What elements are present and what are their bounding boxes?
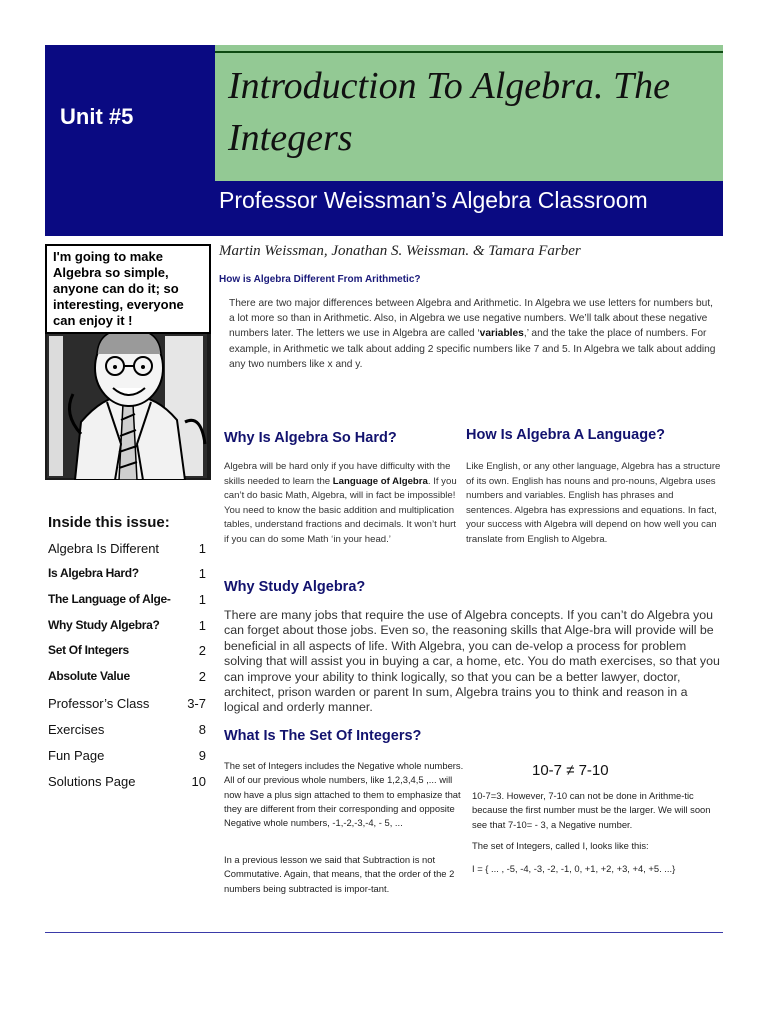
toc-item[interactable] [48, 566, 206, 588]
toc-item-label: The Language of Alge- [48, 592, 171, 606]
intro-heading: How is Algebra Different From Arithmetic? [219, 274, 421, 285]
language-term: Language of Algebra [332, 475, 428, 487]
newsletter-title: Introduction To Algebra. The Integers [228, 65, 670, 159]
why-hard-text: Algebra will be hard only if you have difficulty with the skills needed to learn the [224, 461, 451, 487]
toc-item[interactable] [48, 696, 206, 718]
why-study-body: There are many jobs that require the use of Algebra concepts. If you can’t do Algebra you can forget about those jobs. Even so, the reasoning skills that Alge-bra will provide will be beneficial in all aspects of life. With Algebra, you can de-velop a process for problem solving that will assist you in buying a car, a home, etc. You do math exercises, so that you can improve your ability to think logically, so that you can be a better lawyer, doctor, architect, prison warden or parent In sum, Algebra trains you to think and reason in a logical and orderly manner. [224, 608, 720, 715]
intro-body-text-cont: ,’ and the take the place of numbers. For example, in Arithmetic we talk about adding 2 specific numbers like 7 and 5. In Algebra we talk about adding any two numbers like x and y. [229, 328, 716, 370]
toc-item[interactable] [48, 774, 206, 796]
why-hard-heading: Why Is Algebra So Hard? [224, 430, 397, 446]
toc-item-label: Set Of Integers [48, 643, 129, 657]
why-hard-body [224, 460, 462, 547]
toc-item-page: 3-7 [187, 696, 206, 711]
language-heading: How Is Algebra A Language? [466, 427, 665, 443]
title-rule [215, 51, 723, 53]
integers-paragraph-2: In a previous lesson we said that Subtraction is not Commutative. Again, that means, that the order of the 2 numbers being subtracted is impor-tant. [224, 854, 455, 894]
toc-item-label: Algebra Is Different [48, 541, 160, 556]
integers-paragraph-1: The set of Integers includes the Negative whole numbers. All of our previous whole numbers, like 1,2,3,4,5 ,... will now have a plus sign attached to them to emphasize that they are different from their corresponding and opposite Negative whole numbers, -1,-2,-3,-4, - 5, ... [224, 760, 464, 829]
toc-item[interactable] [48, 541, 206, 563]
toc-title: Inside this issue: [48, 514, 170, 531]
intro-body [229, 296, 717, 372]
toc-item-label: Professor’s Class [48, 696, 150, 711]
toc-item-page: 1 [198, 592, 206, 607]
unit-label: Unit #5 [60, 104, 134, 129]
toc-item-page: 2 [198, 643, 206, 658]
integer-set-notation: I = { ... , -5, -4, -3, -2, -1, 0, +1, +2, +3, +4, +5. ...} [472, 863, 676, 874]
toc-item[interactable] [48, 669, 206, 691]
why-hard-text-cont: . If you can’t do basic Math, Algebra, will in fact be impossible! You need to know the basic addition and multiplication tables, understand fractions and decimals. It won’t hurt if you can do some Math ‘in your head.’ [224, 475, 457, 545]
toc-item-page: 1 [198, 618, 206, 633]
toc-item-page: 1 [198, 541, 206, 556]
toc-item-label: Is Algebra Hard? [48, 566, 139, 580]
toc-item[interactable] [48, 748, 206, 770]
inequality-example: 10-7 ≠ 7-10 [532, 762, 609, 779]
toc-item-label: Absolute Value [48, 669, 130, 683]
toc-item-label: Why Study Algebra? [48, 618, 160, 632]
newsletter-subtitle: Professor Weissman’s Algebra Classroom [219, 187, 648, 213]
integers-heading: What Is The Set Of Integers? [224, 728, 422, 744]
variables-term: variables [479, 328, 524, 340]
subtraction-explanation: 10-7=3. However, 7-10 can not be done in Arithme-tic because the first number must be the larger. We will soon see that 7-10= - 3, a Negative number. [472, 790, 711, 830]
authors-line: Martin Weissman, Jonathan S. Weissman. & Tamara Farber [219, 243, 581, 259]
toc-item-label: Fun Page [48, 748, 105, 763]
toc-item[interactable] [48, 592, 206, 614]
toc-item[interactable] [48, 722, 206, 744]
integer-set-intro: The set of Integers, called I, looks like this: [472, 840, 649, 851]
toc-item-page: 8 [198, 722, 206, 737]
bottom-divider [45, 932, 723, 933]
toc-item-label: Exercises [48, 722, 105, 737]
toc-item[interactable] [48, 618, 206, 640]
toc-item-label: Solutions Page [48, 774, 136, 789]
toc-item-page: 10 [191, 774, 206, 789]
why-study-heading: Why Study Algebra? [224, 579, 366, 595]
language-body: Like English, or any other language, Algebra has a structure of its own. English has nouns and pro-nouns, Algebra uses numbers and variables. English has phrases and sentences. Algebra has expressions and equations. In fact, your success with Algebra will depend on how well you can translate from English to Algebra. [466, 461, 721, 545]
toc-item-page: 9 [198, 748, 206, 763]
toc-item-page: 2 [198, 669, 206, 684]
unit-banner [45, 45, 215, 236]
toc-item[interactable] [48, 643, 206, 665]
speech-bubble: I'm going to make Algebra so simple, anyone can do it; so interesting, everyone can enjoy it ! [45, 244, 211, 334]
intro-body-text: There are two major differences between Algebra and Arithmetic. In Algebra we use letters for numbers but, a lot more so than in Arithmetic. Also, in Algebra we use negative numbers. We’ll talk about these negative numbers later. The letters we use in Algebra are called ‘ [229, 298, 713, 340]
toc-item-page: 1 [198, 566, 206, 581]
